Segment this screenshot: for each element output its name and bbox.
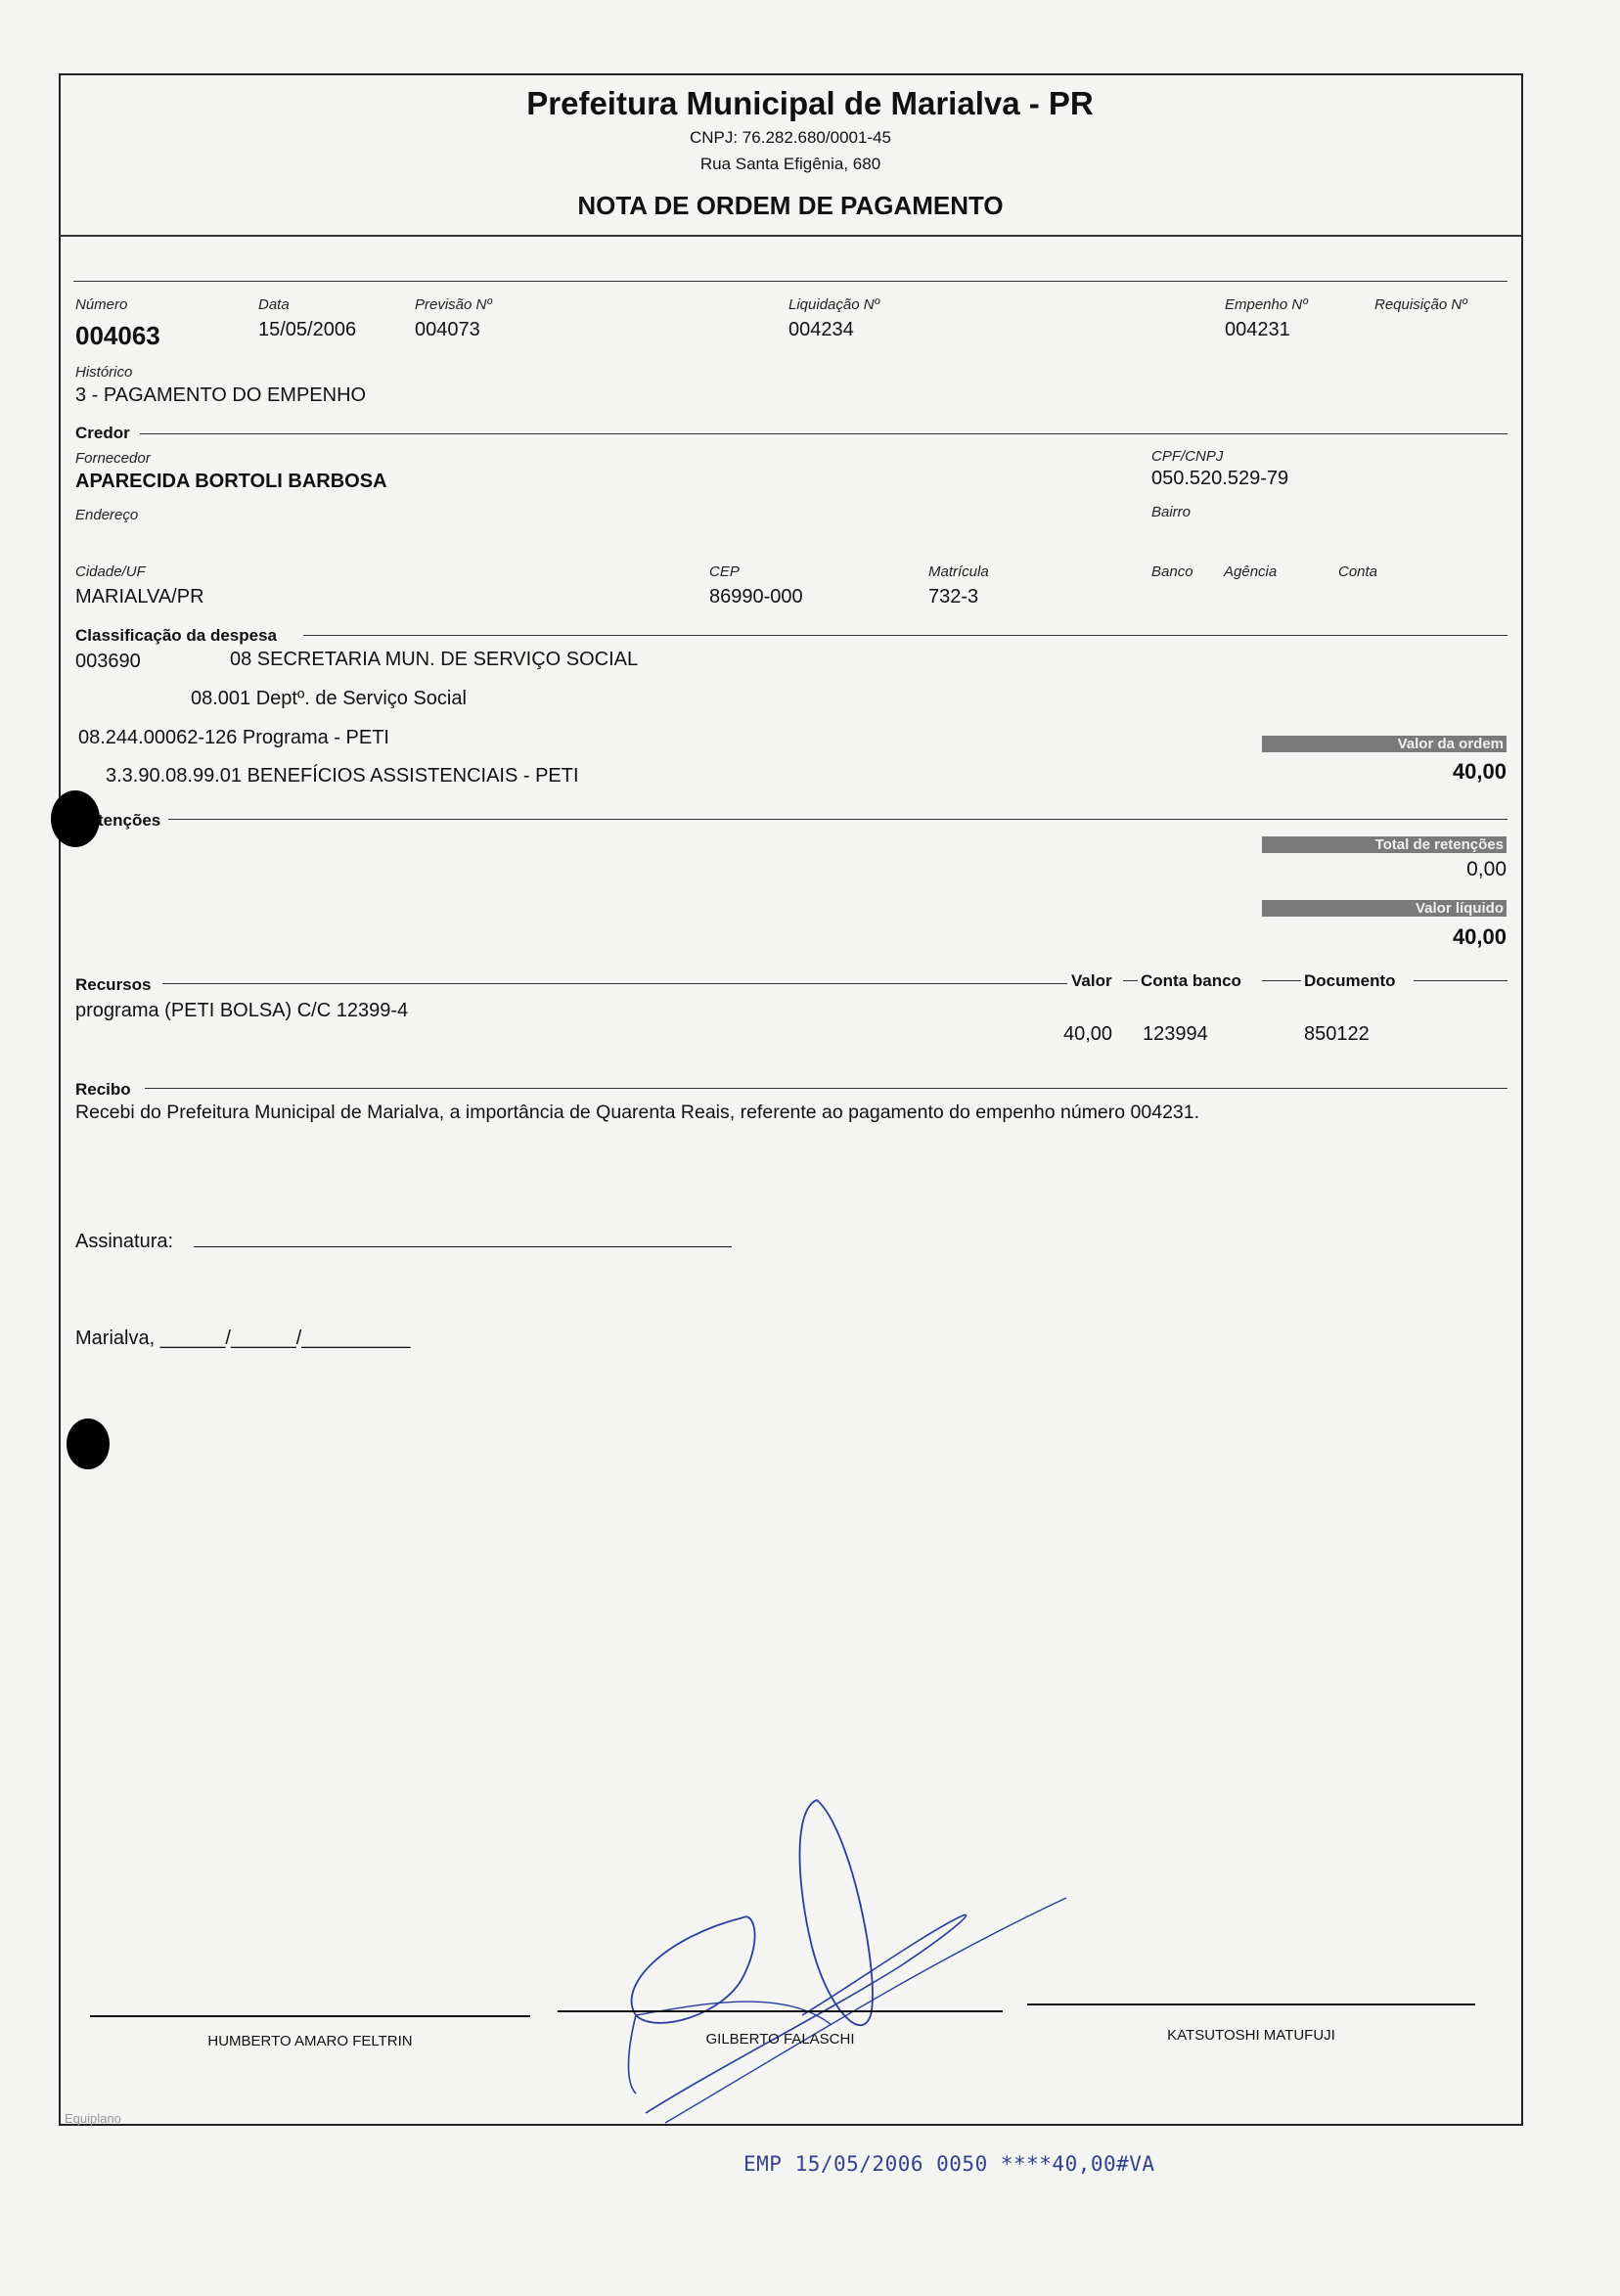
data-label: Data [258, 296, 290, 313]
conta-banco-label: Conta banco [1141, 971, 1241, 990]
header-divider [59, 235, 1523, 237]
classificacao-line1: 08 SECRETARIA MUN. DE SERVIÇO SOCIAL [230, 649, 639, 670]
fields-top-rule [73, 281, 1508, 282]
retencoes-section: tenções [98, 811, 161, 830]
data-value: 15/05/2006 [258, 319, 357, 340]
numero-label: Número [75, 296, 128, 313]
classificacao-line3: 08.244.00062-126 Programa - PETI [78, 727, 389, 748]
header-title: Prefeitura Municipal de Marialva - PR [526, 85, 1094, 121]
requisicao-label: Requisição Nº [1374, 296, 1467, 313]
endereco-label: Endereço [75, 507, 139, 523]
cidade-value: MARIALVA/PR [75, 586, 204, 608]
cep-label: CEP [709, 563, 740, 580]
empenho-label: Empenho Nº [1225, 296, 1308, 313]
bairro-label: Bairro [1151, 504, 1192, 520]
credor-section: Credor [75, 424, 130, 442]
recursos-rule-4 [1414, 980, 1508, 981]
classificacao-section: Classificação da despesa [75, 626, 278, 645]
matricula-label: Matrícula [928, 563, 989, 580]
assinatura-line [194, 1246, 732, 1247]
valor-ordem-bar: Valor da ordem [1262, 736, 1507, 752]
cidade-label: Cidade/UF [75, 563, 146, 580]
recursos-rule-2 [1123, 980, 1138, 981]
recursos-valor: 40,00 [1063, 1023, 1113, 1045]
cep-value: 86990-000 [709, 586, 803, 608]
total-retencoes-bar: Total de retenções [1262, 836, 1507, 853]
classificacao-rule [303, 635, 1508, 636]
previsao-label: Previsão Nº [415, 296, 492, 313]
agencia-label: Agência [1224, 563, 1278, 580]
document-title: NOTA DE ORDEM DE PAGAMENTO [577, 191, 1004, 220]
punch-hole-bottom [67, 1418, 110, 1469]
retencoes-rule [168, 819, 1508, 820]
recursos-rule-3 [1262, 980, 1301, 981]
historico-value: 3 - PAGAMENTO DO EMPENHO [75, 384, 367, 406]
fornecedor-value: APARECIDA BORTOLI BARBOSA [75, 471, 387, 492]
classificacao-code: 003690 [75, 651, 141, 672]
cpf-value: 050.520.529-79 [1151, 468, 1289, 489]
valor-ordem-value: 40,00 [1452, 759, 1507, 784]
credor-rule [140, 433, 1508, 434]
punch-hole-top [51, 790, 100, 847]
historico-label: Histórico [75, 364, 133, 381]
handwritten-signature [607, 1771, 1096, 2142]
signature-line-left [90, 2015, 530, 2017]
signature-left-name: HUMBERTO AMARO FELTRIN [207, 2033, 413, 2049]
recibo-section: Recibo [75, 1080, 131, 1099]
banco-label: Banco [1151, 563, 1193, 580]
signature-line-right [1027, 2003, 1475, 2005]
valor-liquido-bar: Valor líquido [1262, 900, 1507, 917]
previsao-value: 004073 [415, 319, 480, 340]
total-retencoes-value: 0,00 [1466, 858, 1507, 880]
recibo-rule [145, 1088, 1508, 1089]
liquidacao-value: 004234 [788, 319, 854, 340]
recursos-rule [162, 983, 1067, 984]
recibo-text: Recebi do Prefeitura Municipal de Marialva, a importância de Quarenta Reais, referente ao pagamento do empenho número 004231. [75, 1102, 1200, 1123]
valor-liquido-value: 40,00 [1452, 924, 1507, 949]
empenho-value: 004231 [1225, 319, 1290, 340]
classificacao-line4: 3.3.90.08.99.01 BENEFÍCIOS ASSISTENCIAIS - PETI [106, 765, 579, 787]
signature-center-name: GILBERTO FALASCHI [705, 2031, 855, 2048]
signature-right-name: KATSUTOSHI MATUFUJI [1167, 2027, 1335, 2044]
header-address: Rua Santa Efigênia, 680 [699, 155, 881, 173]
matricula-value: 732-3 [928, 586, 979, 608]
bank-stamp: EMP 15/05/2006 0050 ****40,00#VA [743, 2152, 1155, 2176]
recursos-conta-banco: 123994 [1143, 1023, 1208, 1045]
classificacao-line2: 08.001 Deptº. de Serviço Social [191, 688, 467, 709]
signature-line-center [558, 2010, 1003, 2012]
recursos-section: Recursos [75, 975, 152, 994]
liquidacao-label: Liquidação Nº [788, 296, 880, 313]
conta-label: Conta [1338, 563, 1378, 580]
assinatura-label: Assinatura: [75, 1231, 174, 1252]
recursos-valor-label: Valor [1071, 971, 1112, 990]
recursos-descricao: programa (PETI BOLSA) C/C 12399-4 [75, 1000, 409, 1021]
numero-value: 004063 [75, 321, 160, 350]
fornecedor-label: Fornecedor [75, 450, 151, 467]
cpf-label: CPF/CNPJ [1151, 448, 1224, 465]
documento-label: Documento [1304, 971, 1396, 990]
software-label: Equiplano [65, 2111, 121, 2126]
recursos-documento: 850122 [1304, 1023, 1370, 1045]
header-cnpj: CNPJ: 76.282.680/0001-45 [689, 128, 892, 147]
local-data: Marialva, ______/______/__________ [75, 1328, 411, 1349]
